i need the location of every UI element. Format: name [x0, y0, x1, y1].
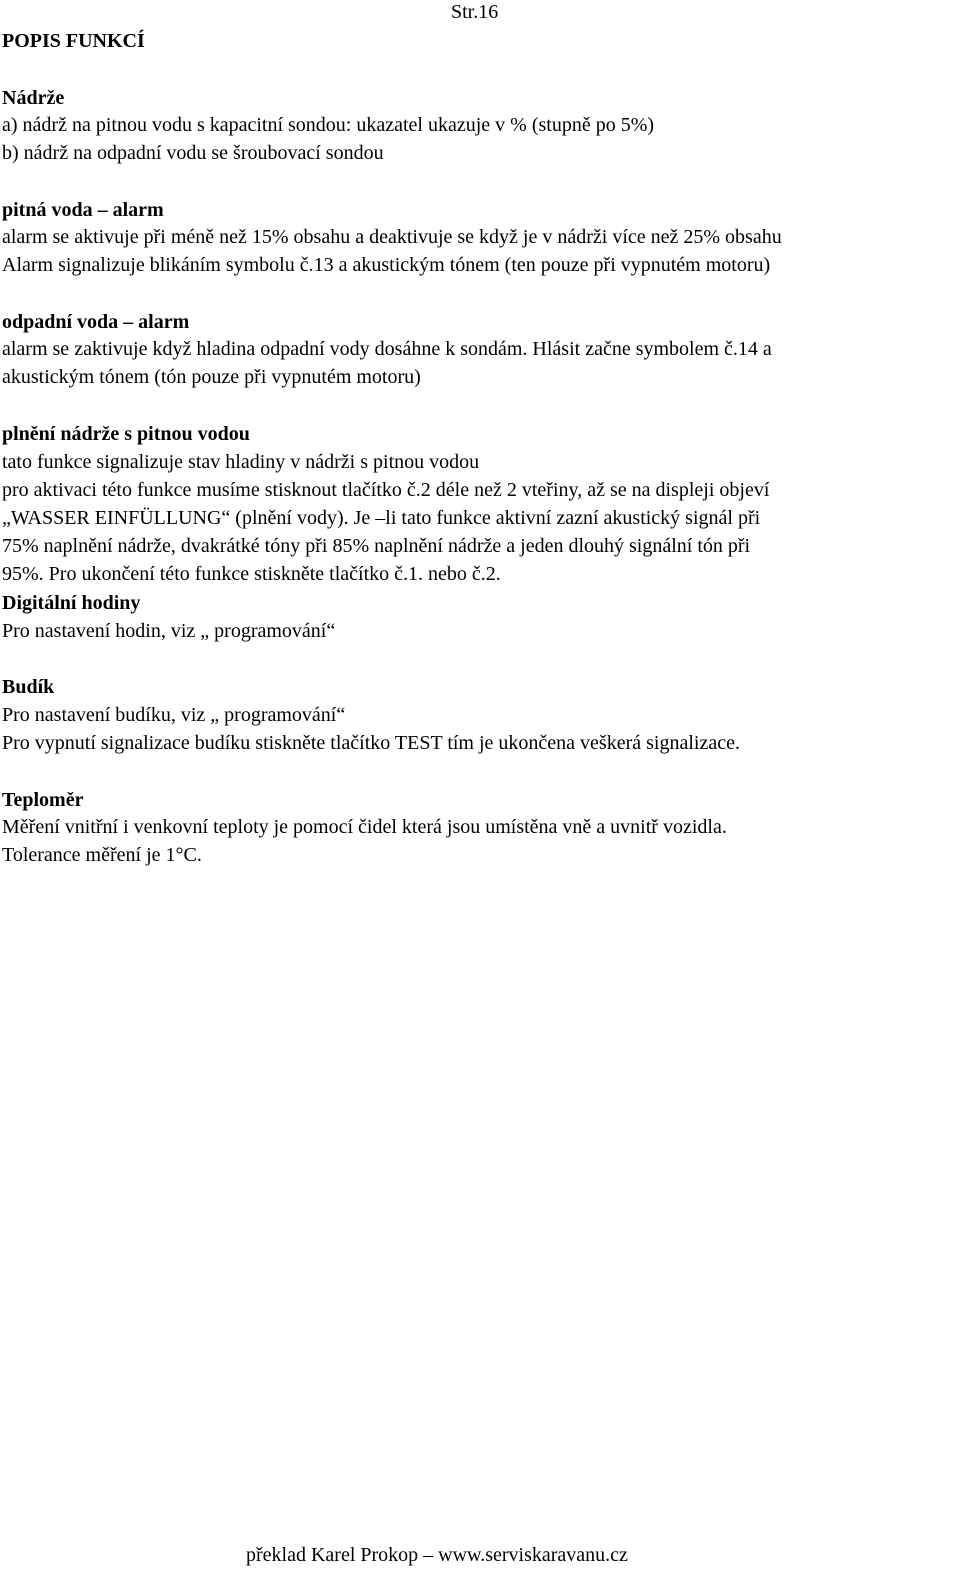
- text-line: a) nádrž na pitnou vodu s kapacitní sondou: ukazatel ukazuje v % (stupně po 5%): [2, 114, 655, 136]
- text-line: Alarm signalizuje blikáním symbolu č.13 a akustickým tónem (ten pouze při vypnutém motoru): [2, 254, 771, 276]
- section-heading-alarm-clock: Budík: [2, 676, 55, 698]
- text-line: Pro vypnutí signalizace budíku stiskněte tlačítko TEST tím je ukončena veškerá signalizace.: [2, 732, 740, 754]
- text-line: Pro nastavení hodin, viz „ programování“: [2, 620, 336, 642]
- document-title: POPIS FUNKCÍ: [2, 30, 145, 52]
- section-heading-tanks: Nádrže: [2, 87, 65, 109]
- section-heading-fresh-water-alarm: pitná voda – alarm: [2, 199, 164, 221]
- text-line: 75% naplnění nádrže, dvakrátké tóny při 85% naplnění nádrže a jeden dlouhý signální tón při: [2, 535, 751, 557]
- text-line: Měření vnitřní i venkovní teploty je pomocí čidel která jsou umístěna vně a uvnitř vozidla.: [2, 816, 727, 838]
- footer-credit: překlad Karel Prokop – www.serviskaravanu.cz: [246, 1544, 628, 1566]
- text-line: tato funkce signalizuje stav hladiny v nádrži s pitnou vodou: [2, 451, 480, 473]
- text-line: „WASSER EINFÜLLUNG“ (plnění vody). Je –li tato funkce aktivní zazní akustický signál při: [2, 507, 761, 529]
- text-line: 95%. Pro ukončení této funkce stiskněte tlačítko č.1. nebo č.2.: [2, 563, 501, 585]
- text-line: pro aktivaci této funkce musíme stisknout tlačítko č.2 déle než 2 vteřiny, až se na displeji objeví: [2, 479, 770, 501]
- page-number: Str.16: [451, 1, 499, 23]
- section-heading-digital-clock: Digitální hodiny: [2, 592, 141, 614]
- section-heading-tank-filling: plnění nádrže s pitnou vodou: [2, 423, 250, 445]
- section-heading-waste-water-alarm: odpadní voda – alarm: [2, 311, 190, 333]
- text-line: alarm se zaktivuje když hladina odpadní vody dosáhne k sondám. Hlásit začne symbolem č.14 a: [2, 338, 772, 360]
- text-line: alarm se aktivuje při méně než 15% obsahu a deaktivuje se když je v nádrži více než 25% obsahu: [2, 226, 782, 248]
- text-line: Pro nastavení budíku, viz „ programování“: [2, 704, 346, 726]
- text-line: Tolerance měření je 1°C.: [2, 844, 202, 866]
- section-heading-thermometer: Teploměr: [2, 789, 84, 811]
- text-line: akustickým tónem (tón pouze při vypnutém motoru): [2, 366, 421, 388]
- text-line: b) nádrž na odpadní vodu se šroubovací sondou: [2, 142, 384, 164]
